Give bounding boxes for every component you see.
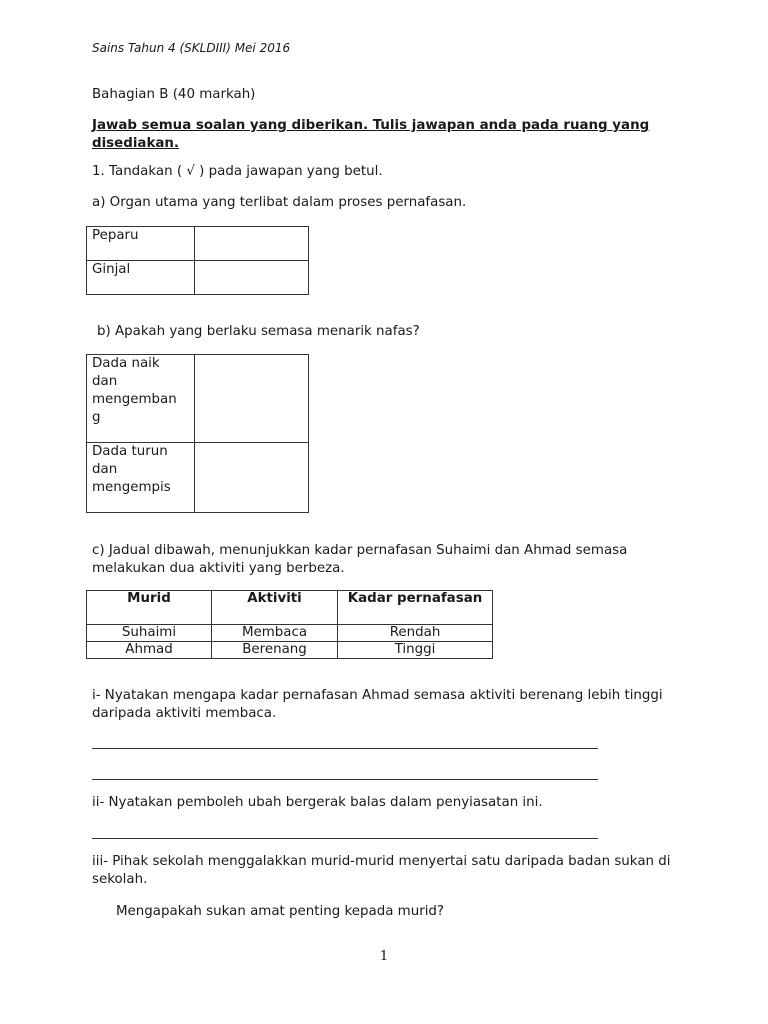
answer-table-1b — [86, 354, 309, 513]
tick-box[interactable] — [195, 227, 309, 261]
table-cell: Suhaimi — [87, 625, 212, 642]
question-1c-ii: ii- Nyatakan pemboleh ubah bergerak balas dalam penyiasatan ini. — [92, 795, 543, 810]
page-header: Sains Tahun 4 (SKLDIII) Mei 2016 — [92, 41, 291, 55]
answer-table-1a — [86, 226, 309, 295]
tick-box[interactable] — [195, 261, 309, 295]
question-1c: c) Jadual dibawah, menunjukkan kadar pernafasan Suhaimi dan Ahmad semasa melakukan dua aktiviti yang berbeza. — [92, 543, 628, 576]
section-title: Bahagian B (40 markah) — [92, 87, 256, 102]
question-1c-i: i- Nyatakan mengapa kadar pernafasan Ahmad semasa aktiviti berenang lebih tinggi daripada aktiviti membaca. — [92, 688, 663, 721]
question-1c-iii-question: Mengapakah sukan amat penting kepada murid? — [116, 904, 445, 919]
answer-line[interactable] — [92, 779, 598, 780]
question-1c-iii: iii- Pihak sekolah menggalakkan murid-murid menyertai satu daripada badan sukan di sekolah. — [92, 854, 671, 887]
question-1a: a) Organ utama yang terlibat dalam proses pernafasan. — [92, 195, 467, 210]
table-cell: Ahmad — [87, 642, 212, 659]
column-header: Kadar pernafasan — [338, 591, 493, 625]
option-label: Ginjal — [87, 261, 195, 295]
data-table — [86, 590, 493, 659]
answer-line[interactable] — [92, 838, 598, 839]
table-cell: Membaca — [212, 625, 338, 642]
option-label: Dada turun dan mengempis — [87, 443, 195, 513]
answer-line[interactable] — [92, 748, 598, 749]
table-row — [87, 625, 493, 642]
question-1b: b) Apakah yang berlaku semasa menarik nafas? — [97, 324, 420, 339]
question-1-prompt: 1. Tandakan ( √ ) pada jawapan yang betul. — [92, 164, 383, 179]
table-cell: Rendah — [338, 625, 493, 642]
option-label: Dada naik dan mengemban g — [87, 355, 195, 443]
page-number: 1 — [379, 949, 389, 964]
tick-box[interactable] — [195, 355, 309, 443]
column-header: Aktiviti — [212, 591, 338, 625]
table-cell: Berenang — [212, 642, 338, 659]
column-header: Murid — [87, 591, 212, 625]
table-row — [87, 642, 493, 659]
table-cell: Tinggi — [338, 642, 493, 659]
tick-box[interactable] — [195, 443, 309, 513]
option-label: Peparu — [87, 227, 195, 261]
instructions: Jawab semua soalan yang diberikan. Tulis jawapan anda pada ruang yang disediakan. — [92, 118, 650, 151]
